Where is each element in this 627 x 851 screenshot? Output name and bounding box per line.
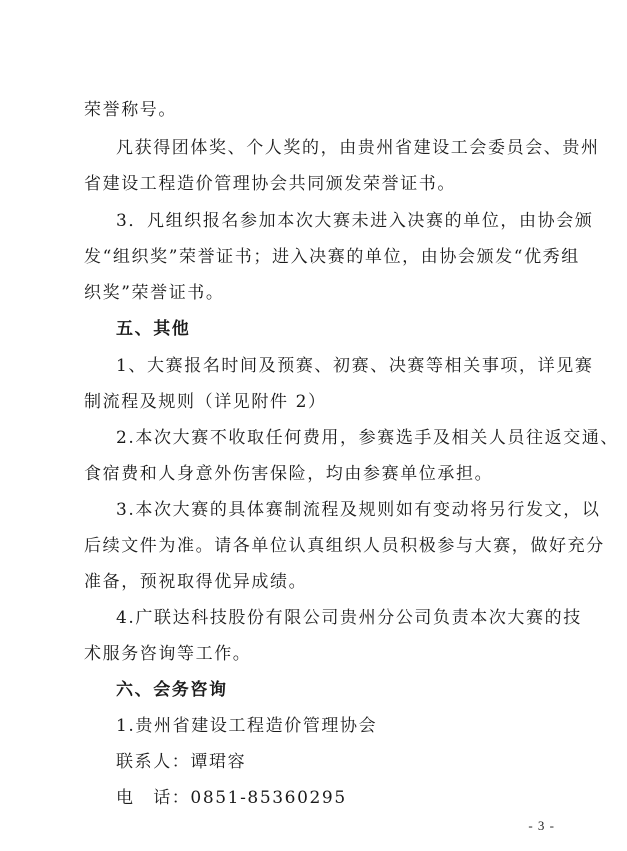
text-line-14: 准备，预祝取得优异成绩。 xyxy=(84,572,308,592)
text-line-15: 4.广联达科技股份有限公司贵州分公司负责本次大赛的技 xyxy=(116,608,582,628)
text-line-5: 发“组织奖”荣誉证书；进入决赛的单位，由协会颁发“优秀组 xyxy=(84,247,580,267)
text-line-16: 术服务咨询等工作。 xyxy=(84,644,252,664)
text-line-9: 制流程及规则（详见附件 2） xyxy=(84,392,327,412)
text-line-4: 3．凡组织报名参加本次大赛未进入决赛的单位，由协会颁 xyxy=(116,211,594,231)
text-line-6: 织奖”荣誉证书。 xyxy=(84,283,225,303)
text-line-1: 荣誉称号。 xyxy=(84,100,177,120)
text-line-2: 凡获得团体奖、个人奖的，由贵州省建设工会委员会、贵州 xyxy=(116,138,600,158)
text-line-10: 2.本次大赛不收取任何费用，参赛选手及相关人员往返交通、 xyxy=(116,428,620,448)
contact-person-line: 联系人：谭珺容 xyxy=(116,752,247,772)
text-line-3: 省建设工程造价管理协会共同颁发荣誉证书。 xyxy=(84,174,456,194)
section-heading-other: 五、其他 xyxy=(116,319,191,339)
section-heading-consultation: 六、会务咨询 xyxy=(116,680,228,700)
text-line-13: 后续文件为准。请各单位认真组织人员积极参与大赛，做好充分 xyxy=(84,536,605,556)
text-line-18: 1.贵州省建设工程造价管理协会 xyxy=(116,716,378,736)
page-number: - 3 - xyxy=(528,818,555,833)
text-line-8: 1、大赛报名时间及预赛、初赛、决赛等相关事项，详见赛 xyxy=(116,356,594,376)
contact-phone-line: 电 话：0851-85360295 xyxy=(116,788,347,808)
text-line-11: 食宿费和人身意外伤害保险，均由参赛单位承担。 xyxy=(84,464,494,484)
text-line-12: 3.本次大赛的具体赛制流程及规则如有变动将另行发文，以 xyxy=(116,500,601,520)
